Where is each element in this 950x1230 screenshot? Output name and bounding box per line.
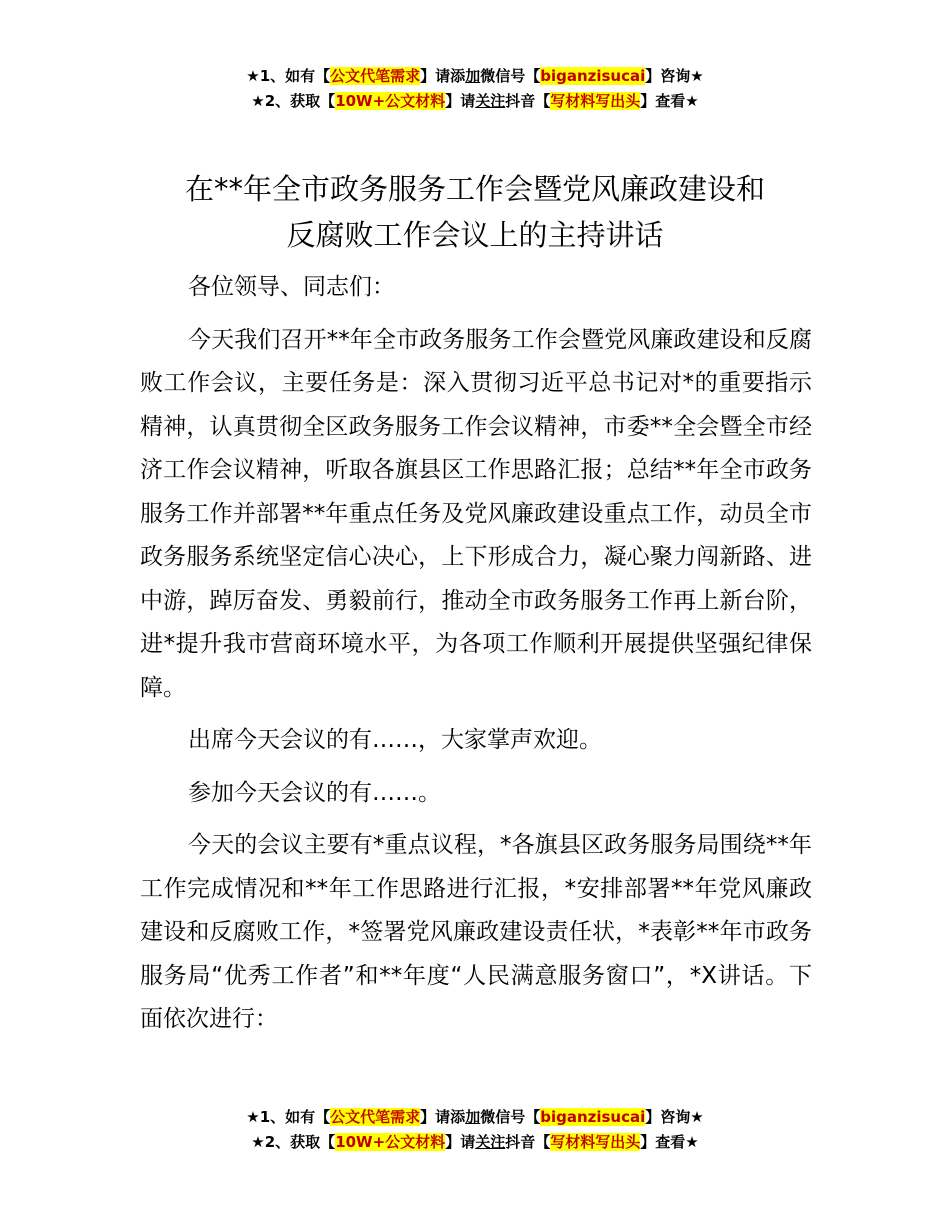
promo-line-2 [0,1130,950,1155]
promo-underline: 加 [465,1108,481,1126]
promo-text: ★2、获取【 [251,92,336,110]
promo-text: ★1、如有【 [246,67,331,85]
header-promo-banner [0,64,950,114]
promo-text: 】咨询★ [645,1108,704,1126]
footer-promo-banner [0,1105,950,1155]
promo-text: 】咨询★ [645,67,704,85]
promo-underline: 关注 [475,92,506,110]
salutation: 各位领导、同志们： [188,274,395,300]
promo-text: 抖音【 [505,92,551,110]
promo-highlight: 公文代笔需求 [330,67,421,85]
title-line-2: 反腐败工作会议上的主持讲话 [286,218,664,252]
promo-highlight: 10W+公文材料 [335,92,446,110]
promo-highlight: 公文代笔需求 [330,1108,421,1126]
promo-text: 】请 [445,92,476,110]
promo-douyin-id: 写材料写出头 [550,1133,641,1151]
promo-text: 】查看★ [640,92,699,110]
promo-text: 】请 [445,1133,476,1151]
promo-line-2 [0,89,950,114]
promo-line-1 [0,1105,950,1130]
paragraph-agenda: 今天的会议主要有*重点议程，*各旗县区政务服务局围绕**年工作完成情况和**年工作思路进行汇报，*安排部署**年党风廉政建设和反腐败工作，*签署党风廉政建设责任状，*表彰**年市政务服务局“优秀工作者”和**年度“人民满意服务窗口”，*X讲话。下面依次进行： [140,832,812,1032]
promo-text: 】请添 [420,1108,466,1126]
promo-text: 抖音【 [505,1133,551,1151]
promo-text: 】请添 [420,67,466,85]
promo-text: 微信号【 [480,1108,541,1126]
promo-line-1 [0,64,950,89]
promo-highlight: 10W+公文材料 [335,1133,446,1151]
promo-wechat-id: biganzisucai [540,67,646,85]
document-body [140,266,812,1051]
document-title [100,166,850,258]
promo-underline: 加 [465,67,481,85]
paragraph-attendees: 出席今天会议的有……，大家掌声欢迎。 [188,727,602,753]
promo-text: 】查看★ [640,1133,699,1151]
paragraph-meeting-purpose: 今天我们召开**年全市政务服务工作会暨党风廉政建设和反腐败工作会议，主要任务是：深入贯彻习近平总书记对*的重要指示精神，认真贯彻全区政务服务工作会议精神，市委**全会暨全市经济工作会议精神，听取各旗县区工作思路汇报；总结**年全市政务服务工作并部署**年重点任务及党风廉政建设重点工作，动员全市政务服务系统坚定信心决心，上下形成合力，凝心聚力闯新路、进中游，踔厉奋发、勇毅前行，推动全市政务服务工作再上新台阶，进*提升我市营商环境水平，为各项工作顺利开展提供坚强纪律保障。 [140,326,812,701]
title-line-1: 在**年全市政务服务工作会暨党风廉政建设和 [184,172,765,206]
paragraph-participants: 参加今天会议的有……。 [188,779,441,806]
promo-text: ★2、获取【 [251,1133,336,1151]
promo-wechat-id: biganzisucai [540,1108,646,1126]
promo-text: 微信号【 [480,67,541,85]
promo-douyin-id: 写材料写出头 [550,92,641,110]
promo-text: ★1、如有【 [246,1108,331,1126]
promo-underline: 关注 [475,1133,506,1151]
